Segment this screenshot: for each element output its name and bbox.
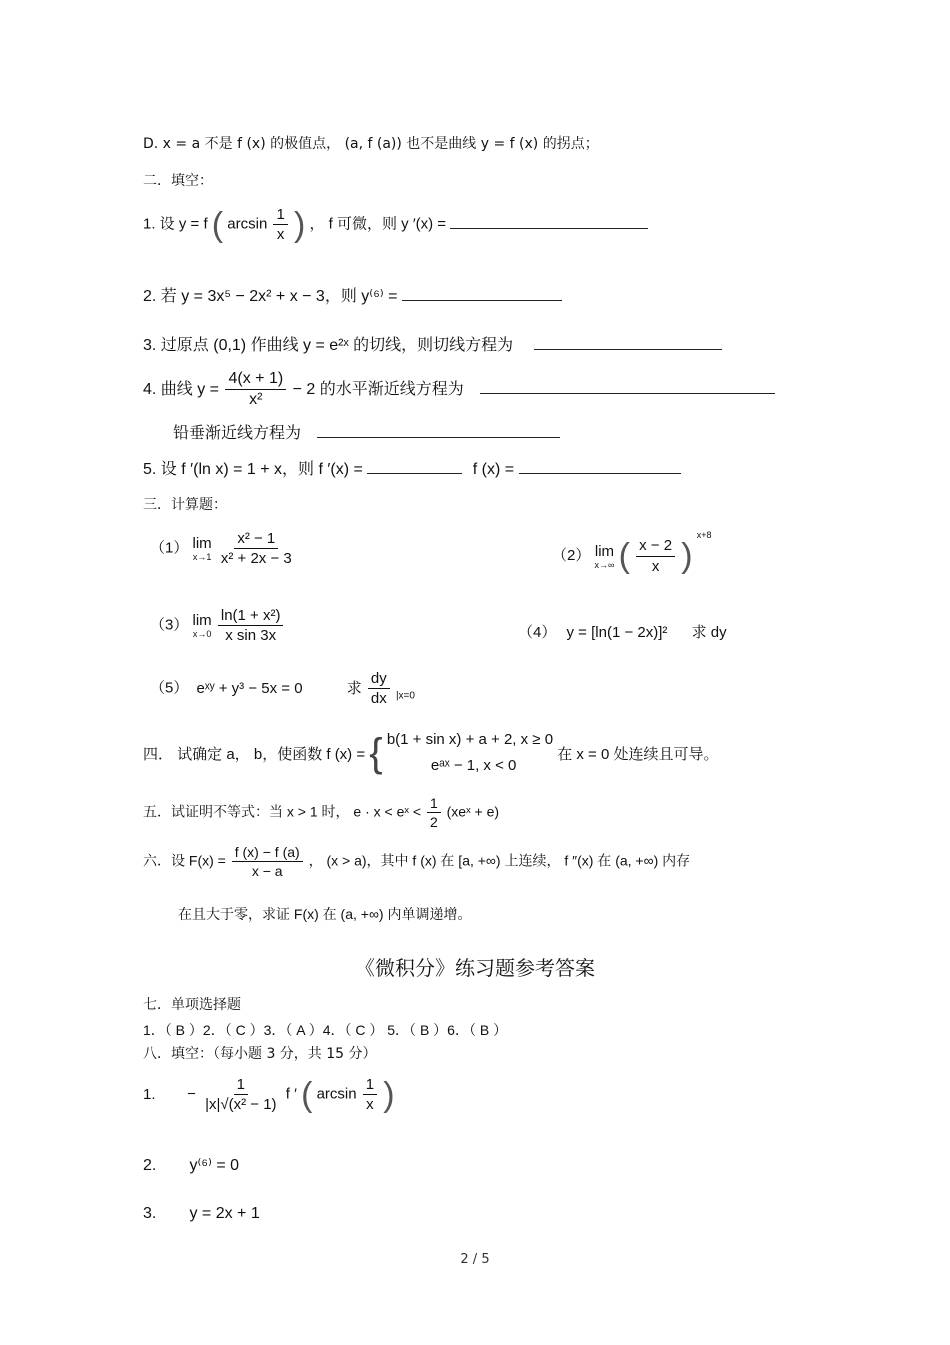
p6-fraction [232,844,303,879]
c3-den: x sin 3x [225,627,277,645]
problem-4 [143,727,719,780]
answer-blank[interactable] [367,459,462,474]
a3-expr: y = 2x + 1 [189,1205,260,1222]
q4-num: 4(x + 1) [225,370,286,390]
c4-expr: y = [ln(1 − 2x)]² [566,624,668,641]
c2-lim: lim [594,542,615,560]
answer-blank[interactable] [450,214,648,229]
calc-5 [150,670,415,708]
problem-6 [143,844,690,879]
p6-line2: 在且大于零，求证 F(x) 在 (a, +∞) 内单调递增。 [178,906,472,922]
answer-heading-7-text: 七．单项选择题 [143,997,241,1013]
c3-sub: x→0 [192,629,212,640]
answer-3 [143,1205,260,1223]
a1-suffix: f ′ [285,1085,297,1103]
answer-heading-8 [143,1043,377,1063]
q5-mid: f (x) = [472,461,515,478]
c3-fraction [218,607,284,645]
p6-prefix: 六．设 F(x) = [143,852,226,869]
c2-sub: x→∞ [594,559,615,570]
calc-4 [518,621,727,642]
c5-den: dx [370,690,387,708]
p4-case1: b(1 + sin x) + a + 2, x ≥ 0 [386,731,554,748]
c1-den: x² + 2x − 3 [220,550,292,568]
left-brace-icon: { [369,730,383,775]
c4-label: （4） [518,624,557,641]
c2-label: （2） [552,547,591,564]
calc-heading-text: 三．计算题： [143,497,227,513]
option-d-text: D. x = a 不是 f (x) 的极值点， (a, f (a)) 也不是曲线 y = f (x) 的拐点； [143,136,599,152]
minus-sign: − [187,1085,196,1103]
right-paren-icon: ) [293,205,306,244]
p6-suffix: ， (x > a)，其中 f (x) 在 [a, +∞) 上连续， f ″(x) 在 (a, +∞) 内存 [308,852,691,869]
fill-question-3 [143,332,722,355]
p4-case2: eᵃˣ − 1, x < 0 [430,757,517,775]
c5-fraction [368,670,390,708]
answer-blank[interactable] [317,423,560,438]
answer-blank[interactable] [519,459,681,474]
c1-limit [193,535,212,562]
a2-expr: y⁽⁶⁾ = 0 [189,1157,240,1174]
left-paren-icon: ( [211,205,224,244]
a3-label: 3. [143,1205,157,1222]
q5-text: 5. 设 f ′(ln x) = 1 + x，则 f ′(x) = [143,461,363,478]
c3-num: ln(1 + x²) [218,607,284,626]
c4-ask: 求 dy [691,624,727,641]
calc-3 [150,607,285,645]
q4-den: x² [249,391,263,409]
q1-den: x [276,226,285,244]
a1-fraction [202,1076,279,1114]
a1-fnum: 1 [363,1076,377,1095]
calc-heading [143,494,227,514]
left-paren-icon: ( [301,1075,313,1114]
a1-func: arcsin [316,1085,357,1103]
fill-question-4 [143,370,775,410]
c5-ask: 求 [346,679,362,697]
p5-num: 1 [427,795,441,813]
a1-fden: x [366,1096,374,1114]
answer-blank[interactable] [402,286,562,301]
answer-heading-8-text: 八．填空：（每小题 3 分，共 15 分） [143,1046,377,1062]
answer-blank[interactable] [534,335,722,350]
p5-fraction [427,795,441,830]
c1-fraction [218,530,295,568]
q1-func: arcsin [227,215,268,233]
answer-2 [143,1155,239,1175]
p6-num: f (x) − f (a) [232,844,303,862]
fill-question-4-line2 [173,420,560,443]
p5-suffix: (xeˣ + e) [446,803,500,820]
c3-limit [193,612,212,639]
p5-den: 2 [429,814,438,831]
fill-question-2 [143,283,562,306]
a1-den: |x|√(x² − 1) [205,1096,277,1114]
c2-num: x − 2 [636,537,675,556]
option-d [143,133,599,153]
q1-suffix: ， f 可微，则 y ′(x) = [309,215,447,233]
c2-den: x [651,557,660,575]
left-paren-icon: ( [618,537,630,576]
a1-label: 1. [143,1085,156,1103]
c3-label: （3） [150,616,189,634]
a1-num: 1 [234,1076,248,1095]
q1-prefix: 1. 设 y = f [143,215,208,233]
answer-choices [143,1020,507,1040]
q4-suffix: − 2 的水平渐近线方程为 [292,381,464,399]
page-number: 2 / 5 [460,1252,490,1267]
calc-2 [552,530,711,575]
problem-6-line2 [178,904,471,924]
c5-label: （5） [150,679,189,697]
c1-sub: x→1 [192,552,212,563]
q2-text: 2. 若 y = 3x⁵ − 2x² + x − 3，则 y⁽⁶⁾ = [143,288,398,305]
answer-1 [143,1076,395,1114]
calc-1 [150,530,297,568]
fill-heading [143,170,213,190]
q4-line2: 铅垂渐近线方程为 [173,425,302,442]
q1-fraction [273,206,287,244]
c1-label: （1） [150,539,189,557]
answer-choices-text: 1．（ B ）2．（ C ）3．（ A ）4．（ C ） 5．（ B ）6．（ B ） [143,1022,508,1038]
q3-text: 3. 过原点 (0,1) 作曲线 y = e²ˣ 的切线，则切线方程为 [143,337,514,354]
q4-prefix: 4. 曲线 y = [143,381,220,399]
p5-prefix: 五．试证明不等式：当 x > 1 时， e · x < eˣ < [143,803,422,820]
p4-prefix: 四． 试确定 a， b，使函数 f (x) = [143,745,366,763]
c2-fraction [636,537,675,575]
a1-inner-fraction [363,1076,377,1114]
c2-limit [595,543,615,570]
fill-question-5 [143,456,681,479]
answer-blank[interactable] [480,379,775,394]
c3-lim: lim [192,612,212,630]
p6-den: x − a [251,863,283,880]
c1-num: x² − 1 [234,530,278,549]
c2-exp: x+8 [696,530,712,540]
fill-question-1 [143,206,648,244]
q4-fraction [225,370,286,410]
fill-heading-text: 二．填空： [143,173,213,189]
answer-title: 《微积分》练习题参考答案 [355,956,595,980]
a2-label: 2. [143,1157,157,1174]
p4-suffix: 在 x = 0 处连续且可导。 [557,745,719,763]
right-paren-icon: ) [383,1075,395,1114]
c1-lim: lim [192,535,212,553]
q1-num: 1 [273,206,287,225]
c5-at: |x=0 [395,690,415,702]
right-paren-icon: ) [681,537,693,576]
p4-cases [387,727,553,780]
problem-5 [143,795,499,830]
answer-heading-7 [143,994,241,1014]
c5-num: dy [368,670,390,689]
c5-expr: eˣʸ + y³ − 5x = 0 [196,679,303,697]
